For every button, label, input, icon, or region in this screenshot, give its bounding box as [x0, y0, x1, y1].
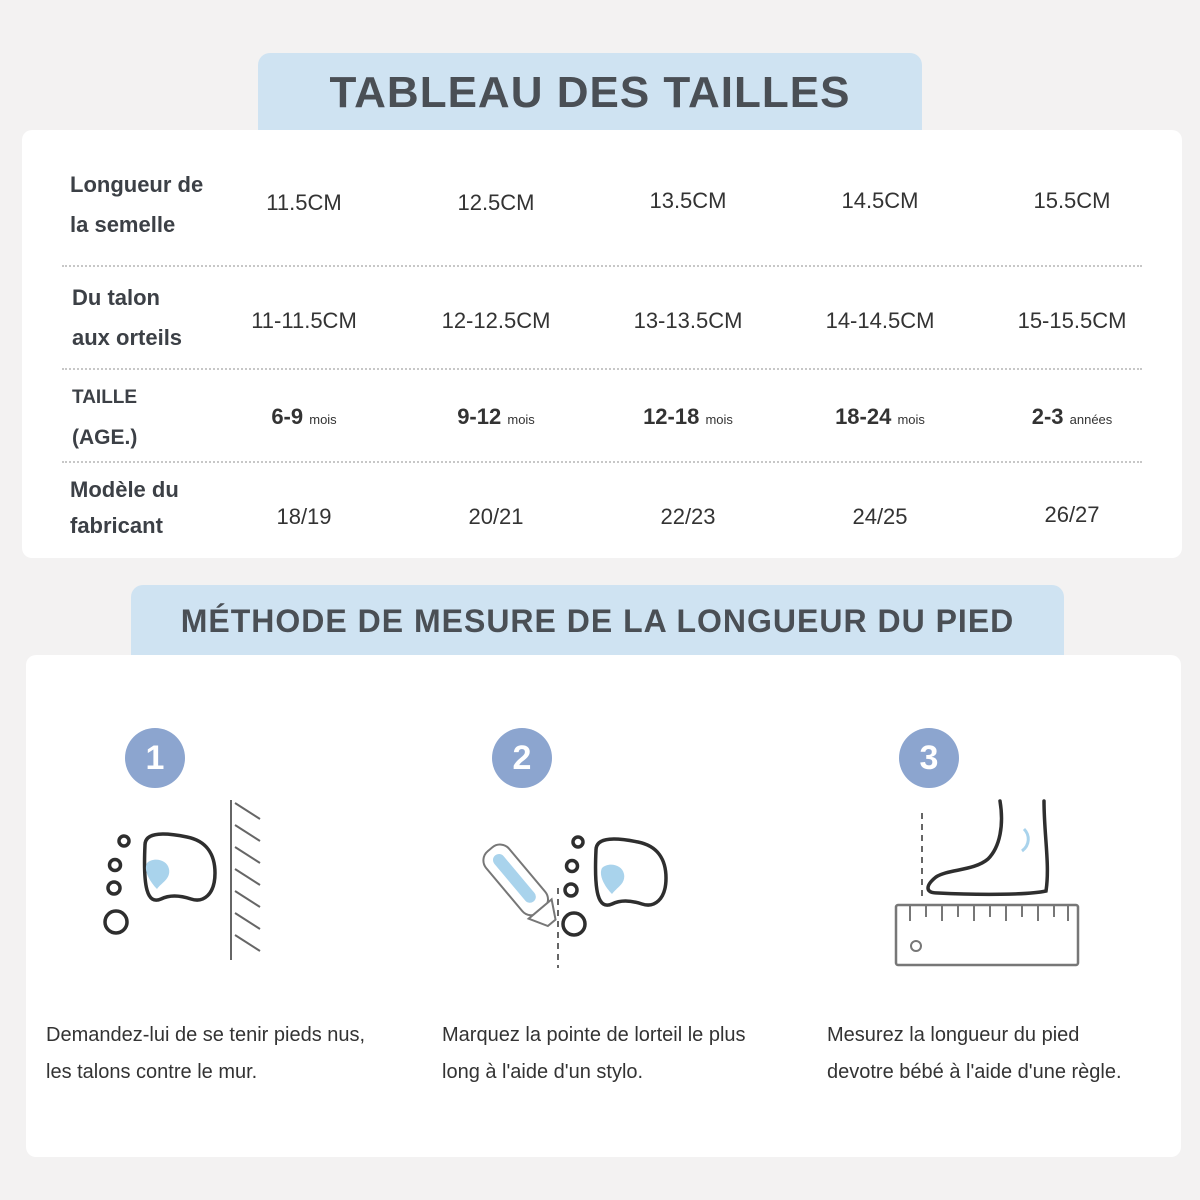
table-cell: 26/27 [1044, 502, 1100, 527]
table-cell: 22/23 [660, 504, 716, 529]
table-cell: 11.5CM [266, 190, 342, 215]
step-2-badge: 2 [492, 728, 552, 788]
table-cell: 13.5CM [649, 188, 727, 213]
step-3-text: Mesurez la longueur du pied devotre bébé à l'aide d'une règle. [827, 1024, 1122, 1083]
foot-ruler-icon [888, 795, 1088, 970]
method-title: MÉTHODE DE MESURE DE LA LONGUEUR DU PIED [131, 585, 1064, 657]
table-cell: 11-11.5CM [251, 308, 357, 333]
table-cell: 14.5CM [841, 188, 919, 213]
table-cell: 9-12 mois [457, 404, 535, 429]
table-cell: 12-12.5CM [441, 308, 551, 333]
step-3-badge: 3 [899, 728, 959, 788]
table-cell: 12-18 mois [643, 404, 733, 429]
step-1-text: Demandez-lui de se tenir pieds nus, les talons contre le mur. [46, 1024, 366, 1083]
footprint-wall-icon [95, 795, 275, 965]
table-cell: 15.5CM [1033, 188, 1111, 213]
table-cell: 12.5CM [457, 190, 535, 215]
row-label-manufacturer-model: Modèle du fabricant [70, 477, 179, 538]
row-divider [62, 265, 1142, 267]
table-cell: 20/21 [468, 504, 524, 529]
table-cell: 6-9 mois [271, 404, 337, 429]
row-label-sole-length: Longueur de la semelle [70, 172, 204, 237]
table-cell: 14-14.5CM [825, 308, 935, 333]
row-label-size-age: TAILLE (AGE.) [72, 387, 138, 449]
table-cell: 18-24 mois [835, 404, 925, 429]
footprint-pen-icon [478, 828, 698, 973]
row-label-heel-to-toe: Du talon aux orteils [72, 285, 183, 350]
table-cell: 2-3 années [1031, 404, 1113, 429]
table-cell: 24/25 [852, 504, 908, 529]
step-1-badge: 1 [125, 728, 185, 788]
size-table-title: TABLEAU DES TAILLES [258, 53, 922, 133]
row-divider [62, 368, 1142, 370]
table-cell: 13-13.5CM [633, 308, 743, 333]
size-table [22, 130, 1182, 558]
table-cell: 18/19 [276, 504, 332, 529]
row-divider [62, 461, 1142, 463]
step-2-text: Marquez la pointe de lorteil le plus long à l'aide d'un stylo. [442, 1024, 746, 1083]
table-cell: 15-15.5CM [1017, 308, 1127, 333]
